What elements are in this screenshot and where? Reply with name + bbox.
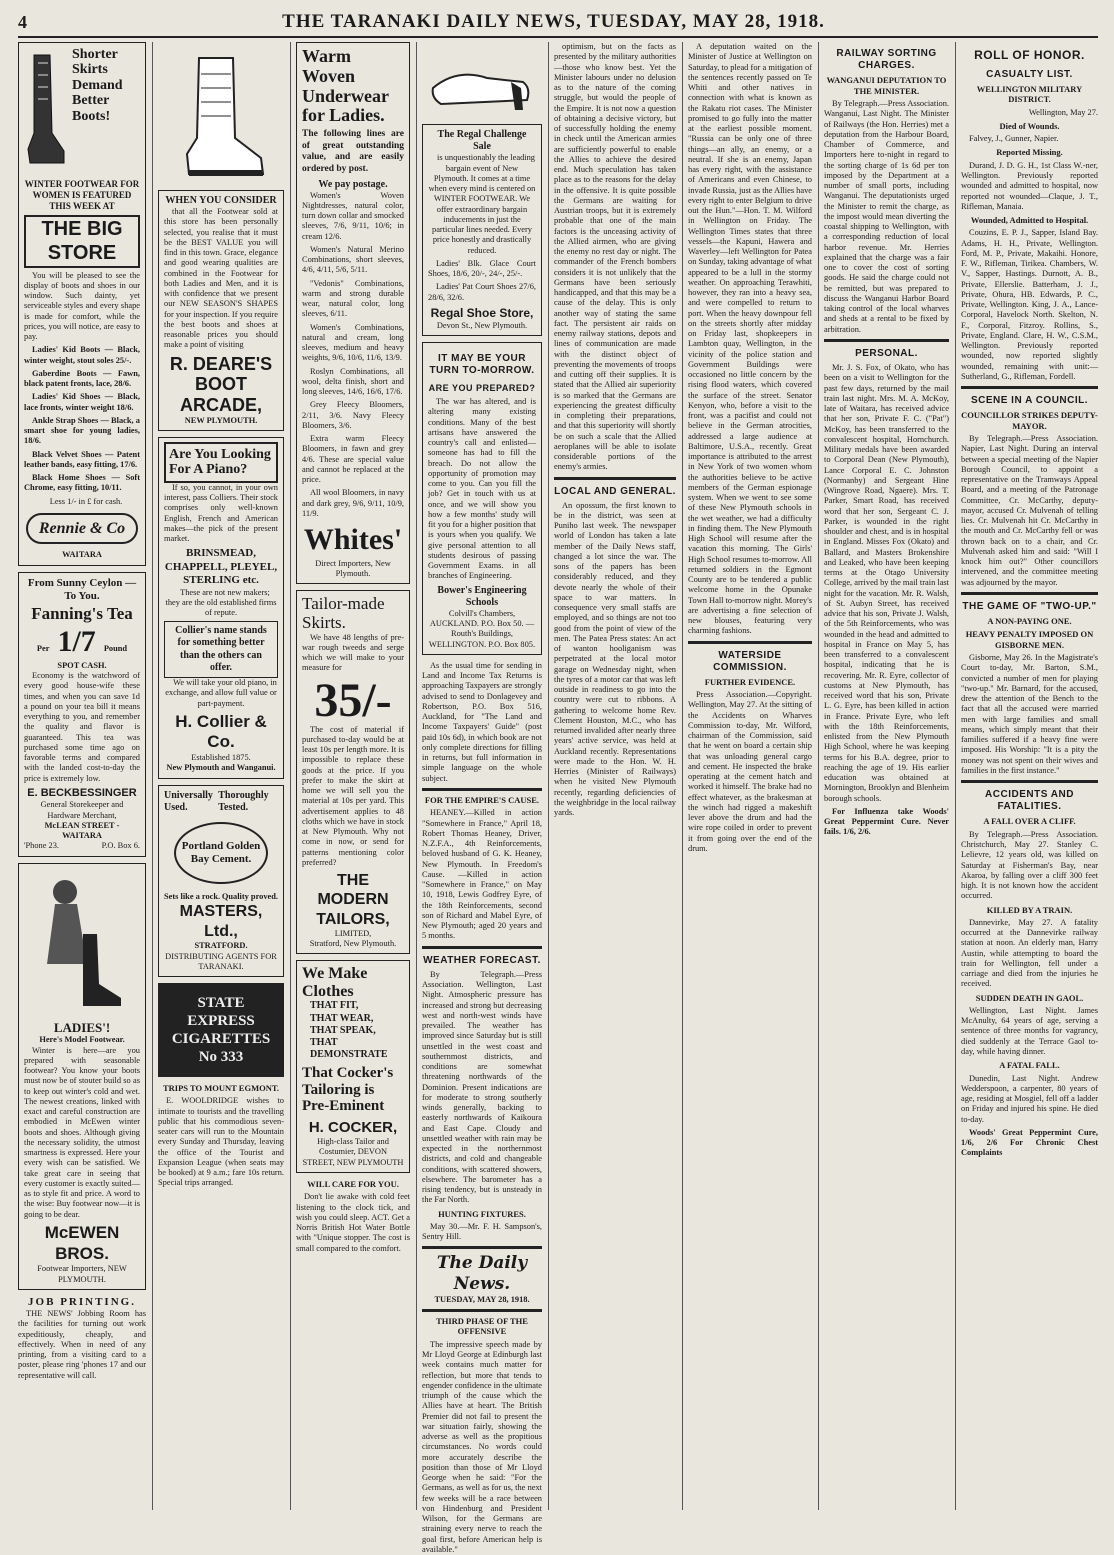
collier-name: H. Collier & Co. — [175, 711, 267, 752]
deare-town: NEW PLYMOUTH. — [184, 415, 258, 425]
roll-died-names: Falvey, J., Gunner, Napier. — [969, 134, 1059, 144]
tailor-price: 35/- — [314, 673, 392, 727]
tailor-headline: Tailor-made Skirts. — [302, 594, 385, 632]
cocker-trade: High-class Tailor and Costumier, DEVON STREET, NEW PLYMOUTH — [302, 1137, 404, 1167]
collier-trade: We will take your old piano, in exchange, and allow full value or part-payment. — [165, 678, 277, 708]
collier-towns: New Plymouth and Wanganui. — [166, 763, 276, 773]
regal-item: Ladies' Blk. Glace Court Shoes, 18/6, 20/-, 24/-, 25/-. — [428, 258, 536, 279]
big-store-item: Black Velvet Shoes — Patent leather bands, easy fitting, 17/6. — [24, 449, 140, 469]
tea-box: P.O. Box 6. — [101, 841, 140, 851]
state-express-badge: STATE EXPRESS CIGARETTES No 333 — [171, 995, 271, 1066]
newspaper-title: THE TARANAKI DAILY NEWS, TUESDAY, MAY 28, 1918. — [282, 11, 825, 32]
roll-missing-names: Durand, J. D. G. H., 1st Class W.-ner, Wellington. Previously reported wounded and admitted to hospital, now reported not wounded—Claque, J. T., Rifleman, Manaia. — [961, 160, 1098, 211]
mcewen-name: McEWEN BROS. — [44, 1222, 120, 1263]
hot-water-title: WILL CARE FOR YOU. — [307, 1178, 399, 1189]
personal-body: Mr. J. S. Fox, of Okato, who has been on a visit to Wellington for the past few days, returned by the mail train last night. Mrs. M. A. McKoy, late of Waitara, has received advice that her son, Private F. C. ("Pat") McKoy, has been transferred to the convalescent hospital, Hornchurch. Military medals have been awarded to Corporal Dean (New Plymouth), Lance Corporal E. C. Johnston (Normanby) and Sergeant Hine (Wingrove Road, Ngaere). Mrs. T. Parker, Smart Road, has received word that her son, Sergeant C. J. Parker, is wounded in the right shoulder and chest, and is in hospital in England. Misses Fox (Okato) and Ballard, and Masters Brokenshire and Leaked, who have been keeping terms at the Otago University College, arrived by the mail train last night for the vacation. Mr. R. Walsh, of St. Aubyn Street, has received advice that his son, Private J. Walsh, of the 5th Reinforcements, who was wounded in the head and admitted to hospital in France on May 5, has been transferred to a convalescent hospital, indicating that he is recovering. Mr. R. Eyre, collector of customs at New Plymouth, has received word that his son, Private L. G. Eyre, has been killed in action in France. Private Eyre, who left with the 18th Reinforcements, enlisted from the New Plymouth High School, where he was keeping terms for his B.A. degree, prior to reaching the age of 19. His earlier education was obtained at Mornington, Brooklyn and Blenheim borough schools. — [824, 363, 949, 803]
masters-town: STRATFORD. — [194, 941, 248, 951]
roll-died-heading: Died of Wounds. — [999, 120, 1060, 131]
bower-ad — [422, 342, 542, 655]
deare-title: WHEN YOU CONSIDER — [165, 195, 277, 206]
big-store-intro: You will be pleased to see the display of boots and shoes in our window. Such dainty, yet serviceable styles and every shape is made for comfort, while the prices, you will notice, are easy to pay. — [24, 270, 140, 342]
regal-title: The Regal Challenge Sale — [437, 129, 527, 153]
column-1 — [18, 42, 146, 1512]
whites-item: "Vedonis" Combinations, warm and strong durable wear, natural color, long sleeves, 6/11. — [302, 278, 404, 319]
collier-quote: Collier's name stands for something better than the others can offer. — [164, 621, 278, 678]
whites-headline: Warm Woven Underwear for Ladies. — [302, 46, 389, 126]
cement-right-tag: Thoroughly Tested. — [218, 789, 269, 813]
tax-returns-notice: As the usual time for sending in Land and Income Tax Returns is approaching Taxpayers are strongly advised to send to Donlagevey and Robertson, P.O. Box 516, Auckland, for "The Land and Income Taxpayers' Guide" (post paid 10s 6d), in which book are not only complete directions for filling in returns, but full information in simple language on the whole subject. — [422, 660, 542, 783]
cocker-claim: That Cocker's Tailoring is Pre-Eminent — [302, 1065, 394, 1115]
column-6 — [688, 42, 812, 1512]
cement-quality: Quality proved. — [221, 892, 278, 902]
tea-cash: SPOT CASH. — [57, 660, 107, 670]
whites-postage: We pay postage. — [318, 178, 388, 190]
job-printing-ad — [18, 1296, 146, 1381]
big-store-item: Less 1/- in £ for cash. — [49, 496, 123, 506]
railway-heading: RAILWAY SORTING CHARGES. — [836, 48, 937, 72]
waterside-body: Press Association.—Copyright. Wellington, May 27. At the sitting of the Accidents on Wharves Commission to-day, Mr. Wilford, chairman of the Commission, said that he went on board a certain ship that was unloading general cargo and cement. He inspected the brake operating at the cement hatch and worked it himself. The brake had no effect whatever, as the brakesman at the winch had rigged a makeshift lever above the drum and had the wire rope coiled in order to prevent it from going over the end of the drum. — [688, 690, 812, 853]
collier-ad — [158, 437, 284, 779]
column-8 — [961, 42, 1098, 1512]
hunting-body: May 30.—Mr. F. H. Sampson's, Sentry Hill. — [422, 1221, 542, 1242]
daily-news-date: TUESDAY, MAY 28, 1918. — [434, 1294, 530, 1304]
big-store-item: Ladies' Kid Boots — Black, winter weight, stout soles 25/-. — [24, 345, 140, 365]
waterside-sub: FURTHER EVIDENCE. — [704, 676, 796, 687]
tea-title: Fanning's Tea — [31, 603, 133, 623]
collier-makes-note: These are not new makers; they are the old established firms of repute. — [165, 587, 277, 617]
big-store-item: Ankle Strap Shoes — Black, a smart shoe for young ladies, 18/6. — [24, 415, 140, 446]
local-general-heading: LOCAL AND GENERAL. — [554, 485, 676, 497]
whites-item: Roslyn Combinations, all wool, delta finish, short and long sleeves, 14/6, 16/6, 17/6. — [302, 366, 404, 397]
influenza-ad: For Influenza take Woods' Great Peppermint Cure. Never fails. 1/6, 2/6. — [824, 806, 949, 837]
railway-sub: WANGANUI DEPUTATION TO THE MINISTER. — [826, 75, 947, 96]
tea-price: 1/7 — [57, 625, 96, 659]
twoup-sub-2: HEAVY PENALTY IMPOSED ON GISBORNE MEN. — [965, 629, 1094, 650]
tea-trade: General Storekeeper and Hardware Merchant, — [40, 800, 124, 820]
bower-name: Bower's Engineering Schools — [437, 584, 527, 608]
column-4 — [422, 42, 542, 1554]
whites-name: Whites' — [303, 523, 403, 557]
mcewen-title: LADIES'! — [53, 1019, 111, 1035]
bower-sub: ARE YOU PREPARED? — [428, 383, 536, 394]
daily-news-masthead: The Daily News. — [436, 1253, 528, 1295]
tailor-name: THE MODERN TAILORS, — [316, 872, 390, 928]
railway-body: By Telegraph.—Press Association. Wanganui, Last Night. The Minister of Railways (the Hon. Herries) met a deputation from the Harbour Board, Chamber of Commerce, and Importers here to-night in regard to the sorting charge of 1s 6d per ton imposed by the Department at a number of small ports, including Wanganui. The deputationists urged the Minister to remit the charge, as the impost would mean diverting the coastal shipping to Wellington, with a corresponding reduction of local harbor revenue. Mr. Herries explained that the charge was a fair one to cover the cost of sorting goods. He said the charge could not be remitted, but was prepared to discuss the Wanganui Harbor Board taking control of the local wharves and sheds at a rental to be fixed by arbitration. — [824, 99, 949, 334]
job-printing-title: JOB PRINTING. — [28, 1295, 136, 1308]
cocker-name: H. COCKER, — [308, 1118, 398, 1136]
roll-admitted-names: Couzins, E. P. J., Sapper, Island Bay. Adams, H. H., Private, Wellington. Ford, M. P., Private, Makaihi. Honore, F. W., Rifleman, Tirikea. Chambers, W. V., Sapper, Hastings. Durnott, A. B., Private, Ellerslie. Batterham, J. J., Private, Ohura, HB. Edwards, P. C., Private, Wellington. King, J. A., Lance-Corporal, Havelock North. Skelton, N. F., Corporal, Fitzroy. Rollins, S., Private, England. Clare, H. W., C.S.M., Wellington. Previously reported wounded, now reported slightly wounded, remaining with unit:— Sutherland, G., Rifleman, Fordell. — [961, 228, 1098, 381]
rennie-logo: Rennie & Co — [26, 513, 138, 545]
tea-price-row — [24, 624, 140, 661]
big-store-item: Ladies' Kid Shoes — Black, lace fronts, winter weight 18/6. — [24, 392, 140, 412]
tailor-ltd: LIMITED, — [334, 928, 372, 938]
hot-water-bottle-ad — [296, 1179, 410, 1254]
whites-sub: Direct Importers, New Plymouth. — [315, 558, 391, 579]
cocker-ad — [296, 960, 410, 1173]
weather-body: By Telegraph.—Press Association. Wellington, Last Night. Atmospheric pressure has increased and strong but decreasing west and north-west winds have prevailed. The weather has improved since Saturday but is still unsettled in the west coast and southernmost districts, and conditions are somewhat threatening northwards of the Dominion. Present indications are for moderate to strong southerly winds generally, backing to easterly northwards of Kaikoura and East Cape. Cloudy and unsettled weather with rain may be expected in the northernmost districts, and cold and changeable conditions, with scattered showers, elsewhere. The barometer has a rising tendency, but is unsteady in the Far North. — [422, 969, 542, 1205]
personal-heading: PERSONAL. — [855, 347, 918, 359]
phase-body: The impressive speech made by Mr Lloyd George at Edinburgh last week contains much matter for reflection, but more that tends to engender confidence in the ultimate triumph of the cause which the Allies have at heart. The British Premier did not fail to present the war situation fairly, showing the adverse as well as the propitious circumstances. No words could more accurately describe the position than those of Mr Lloyd George when he said: "For the Germans, as well as for us, the next few weeks will be a race between von Hindenburg and President Wilson, for the Germans are straining every nerve to reach the goal first, before American help is available." — [422, 1339, 542, 1554]
empire-body: HEANEY.—Killed in action "Somewhere in France," April 18, Robert Thomas Heaney, Driver, N.Z.F.A., 4th Reinforcements, beloved husband of G. K. Heaney, New Plymouth. In Freedom's Cause. —Killed in action "Somewhere in France," on May 10, 1918, Lewis Godfrey Eyre, of the 18th Reinforcements, second son of Richard and Mabel Eyre, of New Plymouth; aged 20 years and 5 months. — [422, 808, 542, 941]
empire-heading: FOR THE EMPIRE'S CAUSE. — [424, 794, 540, 805]
tea-address: McLEAN STREET - WAITARA — [44, 820, 120, 840]
cement-oval: Portland Golden Bay Cement. — [174, 822, 268, 884]
tailor-towns: Stratford, New Plymouth. — [309, 938, 397, 948]
whites-item: Grey Fleecy Bloomers, 2/11, 3/6. Navy Fleecy Bloomers, 3/6. — [302, 400, 404, 430]
bower-title: IT MAY BE YOUR TURN TO-MORROW. — [429, 352, 535, 376]
cement-ad — [158, 785, 284, 977]
roll-admitted-heading: Wounded, Admitted to Hospital. — [970, 215, 1089, 225]
regal-ad — [422, 124, 542, 336]
tea-merchant: E. BECKBESSINGER — [27, 786, 137, 799]
big-store-item: Black Home Shoes — Soft Chrome, easy fitting, 10/11. — [24, 473, 140, 493]
big-store-ad — [18, 42, 146, 566]
waterside-heading: WATERSIDE COMMISSION. — [713, 649, 787, 673]
big-store-headline: Shorter Skirts Demand Better Boots! — [72, 47, 123, 124]
local-news-body: A deputation waited on the Minister of Justice at Wellington on Saturday, to plead for a mitigation of the sentences recently passed on Te Whiti and other natives in connection with what is known as the Rakatu riot cases. The Minister promised to go fully into the matter at the earliest possible moment. "Russia can be only one of three things—an ally, an enemy, or a neutral. If she is an enemy, Japan has every right, with the assistance of Americans and even Chinese, to invade Russia, just as the Allies have every right to enter Belgium to drive out the Hun."—Hon. T. M. Wilford in Wellington on Friday. The Wellington Times states that three vessels—the Kapuni, Hawera and Waverley—left Wellington for Patea on Sunday, taking advantage of what appeared to be a lull in the stormy weather. On approaching Terawhiti, however, they ran into a heavy sea, and were compelled to return to port. When the heavy downpour fell on the streets shortly after midday on Friday last, shopkeepers in Lambton quay, Wellington, in the vicinity of the police station and Government Buildings were occasioned no little concern by the rising flood waters, which covered the surface of the street. Senator Kenyon, who, before a visit to the front, was a pacifist and could not believe in the German atrocities, addressed a large audience at Baltimore, U.S.A., recently. Great importance is attributed to the arrest in New York of two women whom the authorities believe to be active members of the German espionage system. When we went to see some of these New Plymouth schools in the wet weather, we had a difficulty in finding them. The New Plymouth High School will resume after the vacation this morning. The Girls' High School resumes to-morrow. All returned soldiers in the Egmont County are to be tendered a public welcome home in the Opunake Town Hall to-morrow night. Morey's are advertising a fine selection of new blouses, featuring very charming fashions. — [688, 42, 812, 636]
accident-train-heading: KILLED BY A TRAIN. — [986, 904, 1073, 915]
mount-egmont-body: E. WOOLDRIDGE wishes to intimate to tourists and the travelling public that his commodious seven-seater cars will run to the Mountain every Sunday and Thursday, leaving the office of the Tourist and Expansion League (when seats may be booked) at 9 a.m.; fare 10s return. Special trips arranged. — [158, 1096, 284, 1188]
bower-body: The war has altered, and is altering many existing conditions. Many of the best artisans have answered the country's call and enlisted—someone has had to fill the breach. Do not allow the opportunity of promotion may come to you. Can you fill the job? Get in touch with us at once, and we will show you how a few months' study will fit you for a higher position that is yours when you qualify. We give personal attention to all students desirous of passing Government Exams. in all branches of Engineering. — [428, 397, 536, 581]
tea-price-unit: Pound — [103, 644, 128, 654]
weather-heading: WEATHER FORECAST. — [423, 954, 541, 966]
cocker-line: THAT DEMONSTRATE — [310, 1036, 388, 1061]
council-heading: SCENE IN A COUNCIL. — [970, 395, 1089, 407]
court-shoe-illustration-icon — [427, 48, 537, 118]
collier-est: Established 1875. — [191, 753, 251, 763]
cement-sets: Sets like a rock. — [164, 892, 221, 902]
tailor-body: We have 48 lengths of pre-war rough tweeds and serge which we will make to your measure for — [302, 632, 404, 673]
collier-makes: BRINSMEAD, CHAPPELL, PLEYEL, STERLING etc. — [164, 547, 278, 587]
tea-headline: From Sunny Ceylon — To You. — [27, 576, 137, 603]
hot-water-body: Don't lie awake with cold feet listening to the clock tick, and wish you could sleep. ACT. Get a Norris British Hot Water Bottle with "Unique stopper. The cost is small compared to the comfort. — [296, 1192, 410, 1253]
twoup-body: Gisborne, May 26. In the Magistrate's Court to-day, Mr. Barton, S.M., convicted a number of men for playing "two-up." Mr. Barnard, for the accused, drew the attention of the Bench to the fact that all the accused were married men with large families and small means, which simply meant that their families suffered if a heavy fine were imposed. His Worship: "It is a pity the money was not spent on their wives and families in the first instance." — [961, 653, 1098, 775]
accident-gaol-body: Wellington, Last Night. James McAnulty, 64 years of age, serving a sentence of three months for vagrancy, died suddenly at the Terrace Gaol to-day, while having dinner. — [961, 1005, 1098, 1056]
collier-body: If so, you cannot, in your own interest, pass Colliers. Their stock comprises only well-known English, French and American makes—the pick of the present market. — [164, 482, 278, 544]
roll-district: WELLINGTON MILITARY DISTRICT. — [976, 83, 1083, 105]
tailor-body-2: The cost of material if purchased to-day would be at least 10s per length more. It is impossible to replace these goods at the price. If you prefer to make the skirt at home we will sell you the material at 10s per yard. This advertisement applies to 48 cloths which we have in stock at New Plymouth. Why not come in now, or send for patterns mentioning color preferred? — [302, 724, 404, 867]
fanning-tea-ad — [18, 572, 146, 857]
whites-item: Women's Woven Nightdresses, natural color, turn down collar and smocked sleeves, 7/6, 9/11, 10/6; in cream 12/6. — [302, 190, 404, 241]
accident-train-body: Dannevirke, May 27. A fatality occurred at the Dannevirke railway station at noon. An elderly man, Harry Austin, while attempting to board the train for Wellington, fell under a carriage and died from the injuries he received. — [961, 917, 1098, 989]
peppermint-ad: Woods' Great Peppermint Cure, 1/6, 2/6 For Chronic Chest Complaints — [961, 1127, 1098, 1158]
deare-ad — [158, 190, 284, 431]
roll-heading: ROLL OF HONOR. — [974, 48, 1085, 62]
masters-name: MASTERS, Ltd., — [179, 903, 263, 940]
mount-egmont-title: TRIPS TO MOUNT EGMONT. — [162, 1083, 280, 1094]
column-3 — [296, 42, 410, 1512]
state-express-ad — [158, 983, 284, 1077]
column-5 — [554, 42, 676, 1512]
deare-body: that all the Footwear sold at this store has been personally selected, you realise that it must be the BEST VALUE you will find in this town. Grace, elegance and good wearing qualities are combined in the Footwear for both Ladies and Men, and it is with confidence that we present our NEW SEASON'S SHAPES for your inspection. If you require the best boots and shoes at reasonable prices you should make a point of visiting — [164, 207, 278, 350]
accident-cliff-heading: A FALL OVER A CLIFF. — [983, 816, 1076, 827]
whites-item: All wool Bloomers, in navy and dark grey, 9/6, 9/11, 10/9, 11/9. — [302, 488, 404, 518]
cocker-line: THAT WEAR, — [310, 1012, 374, 1024]
mcewen-body: Winter is here—are you prepared with seasonable footwear? You know your boots must now be of stouter build so as to keep out winter's cold and wet. The newest creations, linked with exact and careful construction are embodied in McEwen winter boots and shoes. Although giving the necessary solidity, the utmost smartness is expressed. Here your every wish can be satisfied. We take great care in seeing that every customer is exactly suited—as to style fit and price. A word to the wise: Buy footwear now—it is going to be dear. — [24, 1045, 140, 1219]
column-2 — [158, 42, 284, 1512]
mcewen-ad — [18, 863, 146, 1290]
roll-dateline: Wellington, May 27. — [1028, 107, 1098, 117]
cocker-line: THAT SPEAK, — [310, 1024, 376, 1036]
cocker-line: THAT FIT, — [310, 1000, 359, 1012]
collier-headline: Are You Looking For A Piano? — [164, 442, 278, 483]
regal-name: Regal Shoe Store, — [430, 305, 534, 320]
bower-addr: Colvill's Chambers, AUCKLAND. P.O. Box 50. — Routh's Buildings, WELLINGTON. P.O. Box 805. — [428, 608, 536, 649]
cement-left-tag: Universally Used. — [164, 789, 213, 813]
phase-heading: THIRD PHASE OF THE OFFENSIVE — [436, 1316, 528, 1337]
accident-fall-body: Dunedin, Last Night. Andrew Wedderspoon, a carpenter, 80 years of age, residing at Mosgiel, fell off a ladder on Friday and injured his spine. He died to-day. — [961, 1073, 1098, 1124]
modern-tailors-ad — [296, 590, 410, 954]
tea-price-per: Per — [36, 644, 50, 654]
page-number: 4 — [18, 11, 27, 32]
mount-egmont-ad — [158, 1083, 284, 1189]
high-boot-illustration-icon — [171, 54, 271, 184]
big-store-name: THE BIG STORE — [24, 215, 140, 268]
local-general-body: An opossum, the first known to be in the district, was seen at Puniho last week. The newspaper world of London has taken a late member of the Daily News staff, changed a lot since the war. The sons of the papers has been considerably reduced, and they devote nearly the whole of their space to war matters. In consequence very small staffs are employed, and so things are not too good from the point of view of the men. The Patea Press states: An act of wanton hooliganism was perpetrated at the local motor garage on Wednesday night, when the tyres of a motor car that was left outside in readiness to go into the country were cut to ribbons. A gathering to welcome home Rev. Clement Houston, M.C., who has returned invalided after nearly three years' active service, was held at Auckland recently. Representations were made to the Hon. W. H. Herries (Minister of Railways) when he visited New Plymouth recently, regarding deficiencies of the weighbridge in the local railway yards. — [554, 500, 676, 818]
regal-body: is unquestionably the leading bargain event of New Plymouth. It comes at a time when every mind is centered on WINTER FOOTWEAR. We offer extraordinary bargain inducements in just the particular lines needed. Every price honestly and drastically reduced. — [428, 153, 536, 255]
job-printing-body: THE NEWS' Jobbing Room has the facilities for turning out work expeditiously, cheaply, and effectively. When in need of any printing, from a visiting card to a poster, please ring 'phones 17 and our representative will call. — [18, 1309, 146, 1380]
mcewen-trade: Footwear Importers, NEW PLYMOUTH. — [37, 1264, 127, 1284]
ladies-boot-icon — [24, 53, 68, 173]
whites-item: Women's Natural Merino Combinations, short sleeves, 4/6, 4/11, 5/6, 5/11. — [302, 244, 404, 275]
big-store-item: Gaberdine Boots — Fawn, black patent fronts, lace, 28/6. — [24, 368, 140, 389]
rennie-town: WAITARA — [62, 550, 102, 560]
regal-item: Ladies' Pat Court Shoes 27/6, 28/6, 32/6. — [428, 282, 536, 302]
masters-agents: DISTRIBUTING AGENTS FOR TARANAKI. — [165, 951, 277, 971]
accidents-heading: ACCIDENTS AND FATALITIES. — [985, 789, 1074, 813]
accident-cliff-body: By Telegraph.—Press Association. Christchurch, May 27. Stanley C. Lelievre, 12 years old, was killed on Saturday at Fisherman's Bay, near Akaroa, by falling over a cliff 300 feet high. It is not known how the accident occurred. — [961, 829, 1098, 901]
whites-item: Extra warm Fleecy Bloomers, in fawn and grey 4/6. These are special value and cannot be replaced at the price. — [302, 434, 404, 485]
accident-fall-heading: A FATAL FALL. — [999, 1060, 1060, 1071]
whites-item: Women's Combinations, natural and cream, long sleeves, medium and heavy weights, 9/6, 10/6, 11/6, 13/9. — [302, 322, 404, 363]
council-sub: COUNCILLOR STRIKES DEPUTY-MAYOR. — [961, 410, 1098, 431]
council-body: By Telegraph.—Press Association. Napier, Last Night. During an interval between a special meeting of the Napier Borough Council, to appoint a representative on the Tramways Appeal Board, and a meeting of the Patronage Committee, Cr. McCarthy, deputy-mayor, accused Cr. Mulvenah of telling lies. Cr. Mulvenah hit Cr. McCarthy in the mouth and Cr. McCarthy fell or was thrown back on to a chair, and Cr. Mulvenah asked him and said: "Will I knock him out?" Other councillors intervened, and the committee meeting was adjourned by the mayor. — [961, 434, 1098, 587]
tea-body: Economy is the watchword of every good house-wife these times, and when you can save 1d a pound on your tea bill it means everything to you, and remember the quality and flavor is guaranteed. This tea was purchased some time ago on favorable terms and compared with the landed cost-to-day the price is extremely low. — [24, 671, 140, 783]
masthead — [18, 8, 1098, 38]
regal-addr: Devon St., New Plymouth. — [436, 320, 528, 330]
roll-sub: CASUALTY LIST. — [986, 68, 1073, 80]
tea-phone: 'Phone 23. — [24, 841, 60, 851]
accident-gaol-heading: SUDDEN DEATH IN GAOL. — [975, 992, 1084, 1003]
editorial-continued: optimism, but on the facts as presented by the military authorities—those who know best. Yet the Minister labours under no delusion as to the nature of the coming struggle, but would the people of the Empire. It is not now a question of obtaining a decisive victory, but of successfully holding the enemy in check until the American armies are sufficiently powerful to enable the Allies to achieve the desired end. Much speculation has taken place as to the reasons for the delay in the offensive. It is quite possible the Germans are waiting for Austrian troops, but it is extremely probable that one of the main factors is the unceasing activity of the Allied airmen, who are giving the enemy no rest day or night. The commander of the French bombers considers it is not unlikely that the Germans have been seriously handicapped, and that this may be a cause of the delay. This is only another way of stating the same fact. The persistent air raids on enemy railway stations, depots and lines of communication are made with the distinct object of preventing the movements of troops and cutting off their supplies. It is stated that the Allied air superiority is so marked that the Germans are experiencing the greatest difficulty in completing their preparations, and that this superiority will shortly be on such a scale that the Allied aeroplanes will be able to isolate considerable portions of the enemy's armies. — [554, 42, 676, 472]
whites-intro: The following lines are of great outstanding value, and are easily ordered by post. — [302, 129, 404, 174]
big-store-subtitle: WINTER FOOTWEAR FOR WOMEN IS FEATURED THIS WEEK AT — [24, 179, 140, 211]
hunting-heading: HUNTING FIXTURES. — [438, 1208, 526, 1219]
cocker-headline: We Make Clothes — [302, 965, 368, 1000]
whites-ad — [296, 42, 410, 584]
twoup-sub: A NON-PAYING ONE. — [987, 615, 1072, 626]
twoup-heading: THE GAME OF "TWO-UP." — [962, 600, 1097, 612]
deare-name: R. DEARE'S BOOT ARCADE, — [169, 353, 273, 416]
roll-missing-heading: Reported Missing. — [996, 147, 1063, 158]
lady-boot-illustration-icon — [37, 874, 127, 1014]
mcewen-sub: Here's Model Footwear. — [39, 1035, 125, 1045]
column-7 — [824, 42, 949, 1512]
